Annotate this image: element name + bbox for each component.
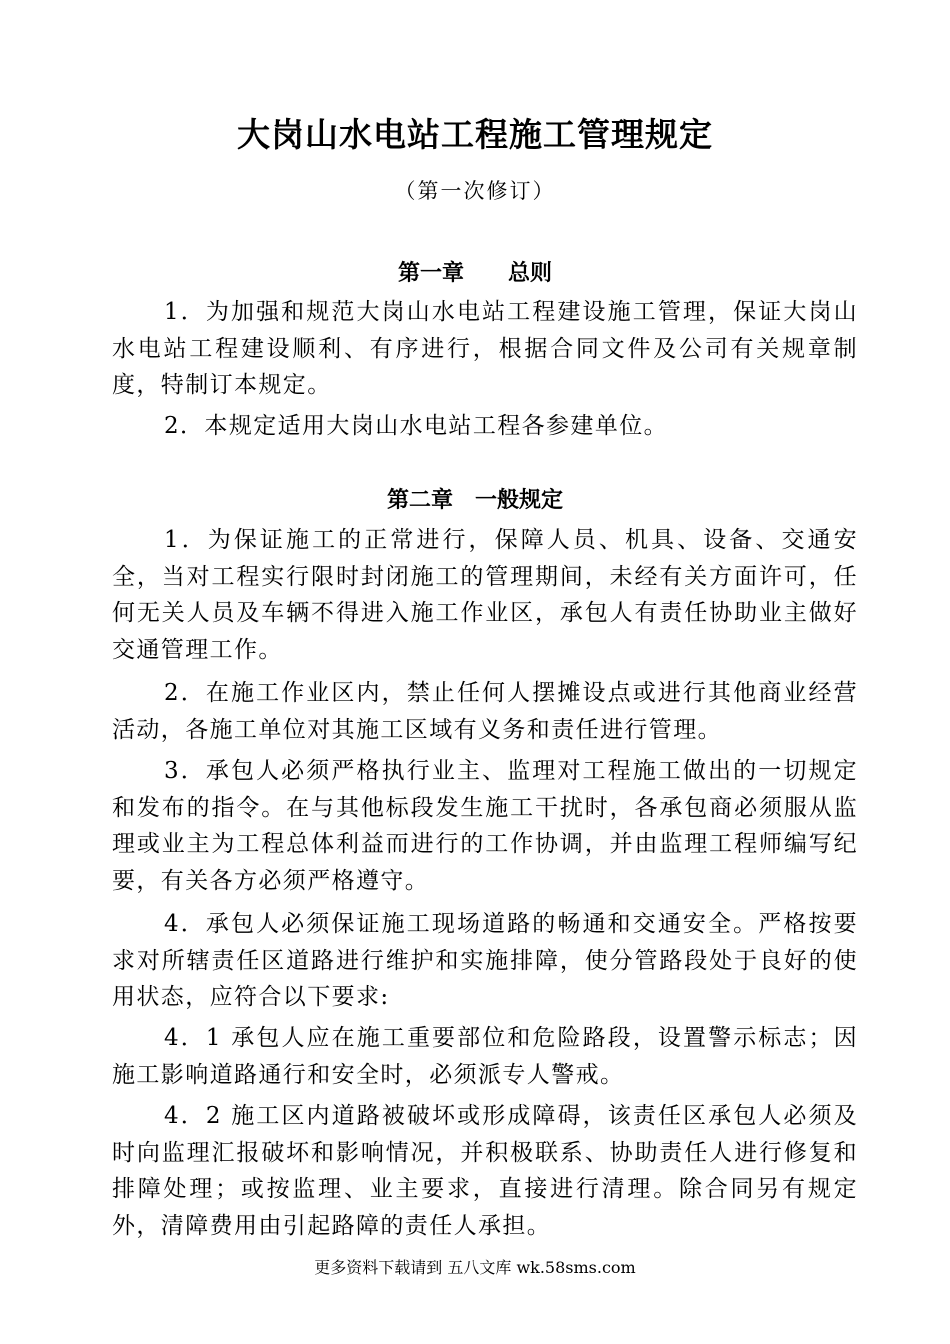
- chapter-1-heading: 第一章 总则: [397, 260, 552, 286]
- chapter-2-paragraph-6: 4．2 施工区内道路被破坏或形成障碍，该责任区承包人必须及时向监理汇报破坏和影响情况，并积极联系、协助责任人进行修复和排障处理；或按监理、业主要求，直接进行清理。除合同另有规定外，清障费用由引起路障的责任人承担。: [112, 1103, 858, 1239]
- chapter-2-heading: 第二章 一般规定: [386, 487, 563, 513]
- chapter-2-paragraph-4: 4．承包人必须保证施工现场道路的畅通和交通安全。严格按要求对所辖责任区道路进行维护和实施排障，使分管路段处于良好的使用状态，应符合以下要求:: [112, 911, 858, 1010]
- page-footer[interactable]: 更多资料下载请到 五八文库 wk.58sms.com: [314, 1258, 636, 1277]
- chapter-1-paragraph-2: 2．本规定适用大岗山水电站工程各参建单位。: [164, 413, 669, 439]
- chapter-2-paragraph-3: 3．承包人必须严格执行业主、监理对工程施工做出的一切规定和发布的指令。在与其他标段发生施工干扰时，各承包商必须服从监理或业主为工程总体利益而进行的工作协调，并由监理工程师编写纪要，有关各方必须严格遵守。: [112, 758, 858, 894]
- chapter-2-paragraph-1: 1．为保证施工的正常进行，保障人员、机具、设备、交通安全，当对工程实行限时封闭施工的管理期间，未经有关方面许可，任何无关人员及车辆不得进入施工作业区，承包人有责任协助业主做好交通管理工作。: [112, 527, 858, 663]
- chapter-2-paragraph-5: 4．1 承包人应在施工重要部位和危险路段，设置警示标志；因施工影响道路通行和安全时，必须派专人警戒。: [112, 1025, 858, 1088]
- document-title: 大岗山水电站工程施工管理规定: [237, 115, 713, 154]
- document-subtitle: （第一次修订）: [394, 179, 556, 203]
- chapter-2-paragraph-2: 2．在施工作业区内，禁止任何人摆摊设点或进行其他商业经营活动，各施工单位对其施工区域有义务和责任进行管理。: [112, 680, 858, 743]
- chapter-1-paragraph-1: 1．为加强和规范大岗山水电站工程建设施工管理，保证大岗山水电站工程建设顺利、有序进行，根据合同文件及公司有关规章制度，特制订本规定。: [112, 299, 858, 398]
